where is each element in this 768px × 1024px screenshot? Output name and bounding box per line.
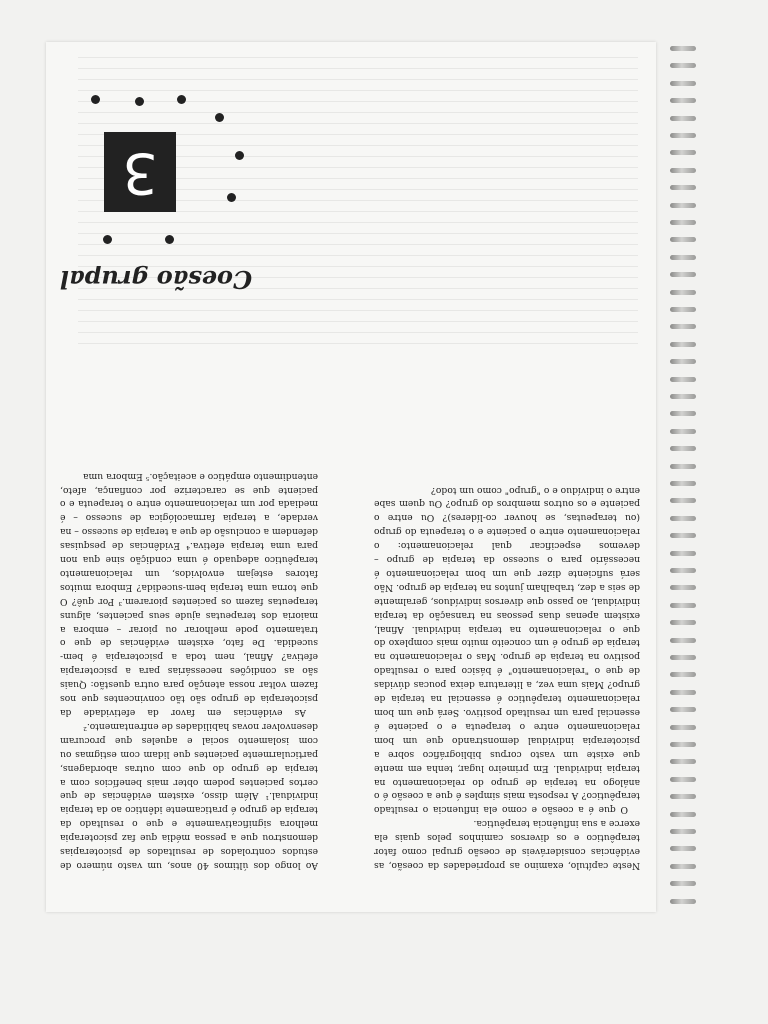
binding-coil: [670, 324, 696, 329]
binding-coil: [670, 255, 696, 260]
binding-coil: [670, 794, 696, 799]
paragraph: O que é a coesão e como ela influencia o resultado terapêutico? A resposta mais simples é que a coesão é o análogo na terapia de grupo do relacionamento na terapia individual. Em primeiro lugar, tenha em mente que existe um vasto corpus bibliográfico sobre a psicoterapia individual demonstrando que um bom relacionamento entre o terapeuta e o paciente é essencial para um resultado positivo. Será que um bom relacionamento terapêutico é essencial na terapia de grupo? Mais uma vez, a literatura deixa poucas dúvidas de que o "relacionamento" é básico para o resultado positivo na terapia de grupo. Mas o relacionamento na terapia de grupo é um conceito muito mais complexo do que o relacionamento na terapia individual. Afinal, existem apenas duas pessoas na transação da terapia individual, ao passo que diversos indivíduos, geralmente de seis a dez, trabalham juntos na terapia de grupo. Não será suficiente dizer que um bom relacionamento é necessário para o sucesso da terapia de grupo – devemos especificar qual relacionamento: o relacionamento entre o paciente e o terapeuta do grupo (ou terapeutas, se houver co-líderes)? Ou entre o paciente e os outros membros do grupo? Ou quem sabe entre o indivíduo e o "grupo" como um todo?: [374, 484, 640, 816]
ornament-dot: [235, 151, 244, 160]
binding-coil: [670, 446, 696, 451]
binding-coil: [670, 672, 696, 677]
chapter-number-badge: 3: [104, 132, 176, 212]
binding-coil: [670, 307, 696, 312]
ornament-dot: [215, 113, 224, 122]
binding-coil: [670, 98, 696, 103]
paragraph: As evidências em favor da efetividade da psicoterapia de grupo são tão convincentes que nos fazem voltar nossa atenção para outra questão: Quais são as condições necessárias para a psicoterapia efetiva? Afinal, nem toda a psicoterapia é bem-sucedida. De fato, existem evidências de que o tratamento pode melhorar ou piorar – embora a maioria dos terapeutas ajude seus pacientes, alguns terapeutas fazem os pacientes piorarem.³ Por quê? O que torna uma terapia bem-sucedida? Embora muitos fatores estejam envolvidos, um relacionamento terapêutico adequado é uma condição sine qua non para uma terapia efetiva.⁴ Evidências de pesquisas defendem a conclusão de que a terapia de sucesso – na verdade, a terapia farmacológica de sucesso – é mediada por um relacionamento entre o terapeuta e o paciente que se caracterize por confiança, afeto, entendimento empático e aceitação.⁵ Embora uma: [60, 470, 318, 719]
binding-coil: [670, 620, 696, 625]
binding-coil: [670, 498, 696, 503]
binding-coil: [670, 881, 696, 886]
binding-coil: [670, 638, 696, 643]
binding-coil: [670, 829, 696, 834]
binding-coil: [670, 690, 696, 695]
binding-coil: [670, 185, 696, 190]
binding-coil: [670, 864, 696, 869]
binding-coil: [670, 585, 696, 590]
binding-coil: [670, 411, 696, 416]
book-page: [46, 42, 656, 912]
binding-coil: [670, 272, 696, 277]
binding-coil: [670, 290, 696, 295]
binding-coil: [670, 203, 696, 208]
binding-coil: [670, 707, 696, 712]
ornament-dot: [135, 97, 144, 106]
ornament-dot: [227, 193, 236, 202]
binding-coil: [670, 533, 696, 538]
binding-coil: [670, 551, 696, 556]
binding-coil: [670, 46, 696, 51]
binding-coil: [670, 81, 696, 86]
binding-coil: [670, 812, 696, 817]
binding-coil: [670, 655, 696, 660]
left-text-column: [60, 469, 318, 872]
binding-coil: [670, 899, 696, 904]
binding-coil: [670, 603, 696, 608]
ornament-dot: [165, 235, 174, 244]
binding-coil: [670, 568, 696, 573]
ornament-dot: [103, 235, 112, 244]
chapter-title: Coesão grupal: [60, 265, 253, 294]
binding-coil: [670, 63, 696, 68]
binding-coil: [670, 464, 696, 469]
binding-coil: [670, 359, 696, 364]
binding-coil: [670, 394, 696, 399]
binding-coil: [670, 377, 696, 382]
binding-coil: [670, 742, 696, 747]
binding-coil: [670, 116, 696, 121]
binding-coil: [670, 725, 696, 730]
binding-coil: [670, 237, 696, 242]
ornament-dot: [177, 95, 186, 104]
binding-coil: [670, 342, 696, 347]
paragraph: Neste capítulo, examino as propriedades da coesão, as evidências consideráveis de coesão grupal como fator terapêutico e os diversos caminhos pelos quais ela exerce a sua influência terapêutica.: [374, 818, 640, 871]
ornament-dot: [91, 95, 100, 104]
spiral-binding: [664, 40, 702, 920]
binding-coil: [670, 481, 696, 486]
right-text-column: [374, 483, 640, 872]
binding-coil: [670, 759, 696, 764]
binding-coil: [670, 133, 696, 138]
binding-coil: [670, 168, 696, 173]
binding-coil: [670, 516, 696, 521]
binding-coil: [670, 150, 696, 155]
binding-coil: [670, 846, 696, 851]
paragraph: Ao longo dos últimos 40 anos, um vasto número de estudos controlados de resultados de psicoterapias demonstrou que a pessoa média que faz psicoterapia melhora significativamente e que o resultado da terapia de grupo é praticamente idêntico ao da terapia individual.¹ Além disso, existem evidências de que certos pacientes podem obter mais benefícios com a terapia de grupo do que com outras abordagens, particularmente pacientes que lidam com estigmas ou com isolamento social e aqueles que procuram desenvolver novas habilidades de enfrentamento.²: [60, 720, 318, 871]
binding-coil: [670, 429, 696, 434]
binding-coil: [670, 220, 696, 225]
binding-coil: [670, 777, 696, 782]
